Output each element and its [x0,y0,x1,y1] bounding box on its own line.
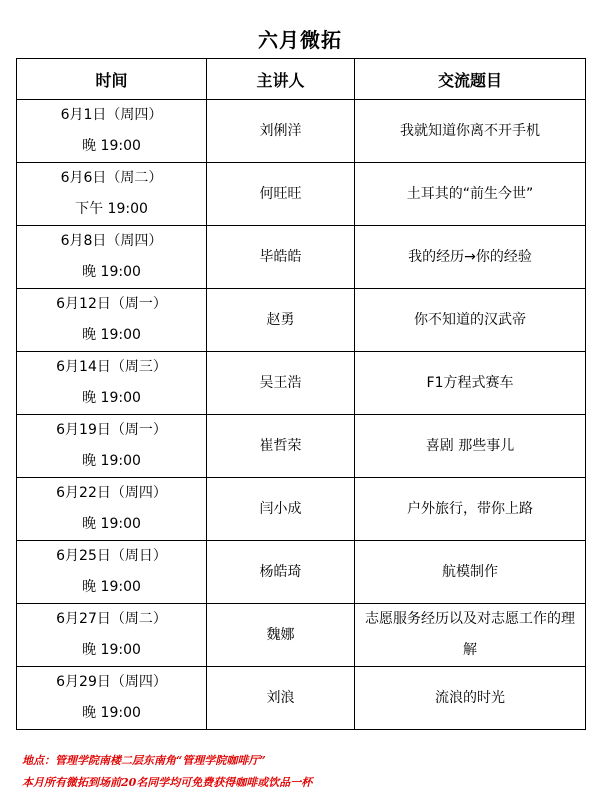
time-cell [17,352,207,415]
topic-cell: 航模制作 [355,541,586,604]
speaker-cell: 杨皓琦 [207,541,355,604]
time-text: 晚 19:00 [82,264,141,280]
topic-cell: 喜剧 那些事儿 [355,415,586,478]
speaker-cell: 魏娜 [207,604,355,667]
time-cell [17,163,207,226]
table-row [17,667,586,730]
time-cell [17,667,207,730]
time-text: 下午 19:00 [75,201,148,217]
table-header-row [17,59,586,100]
speaker-cell: 刘浪 [207,667,355,730]
date-text: 6月12日（周一） [56,296,167,312]
speaker-cell: 何旺旺 [207,163,355,226]
table-row [17,352,586,415]
table-row [17,541,586,604]
date-text: 6月8日（周四） [60,233,163,249]
date-text: 6月19日（周一） [56,422,167,438]
header-speaker: 主讲人 [207,59,355,100]
date-text: 6月1日（周四） [60,107,163,123]
table-row [17,604,586,667]
time-text: 晚 19:00 [82,516,141,532]
time-cell [17,415,207,478]
time-text: 晚 19:00 [82,453,141,469]
table-row [17,226,586,289]
table-row [17,415,586,478]
date-text: 6月27日（周二） [56,611,167,627]
topic-cell: 土耳其的“前生今世” [355,163,586,226]
table-row [17,478,586,541]
speaker-cell: 吴王浩 [207,352,355,415]
topic-cell: 志愿服务经历以及对志愿工作的理解 [355,604,586,667]
date-text: 6月14日（周三） [56,359,167,375]
time-text: 晚 19:00 [82,579,141,595]
topic-cell: 我就知道你离不开手机 [355,100,586,163]
date-text: 6月25日（周日） [56,548,167,564]
time-text: 晚 19:00 [82,705,141,721]
speaker-cell: 刘俐洋 [207,100,355,163]
date-text: 6月29日（周四） [56,674,167,690]
time-text: 晚 19:00 [82,138,141,154]
speaker-cell: 赵勇 [207,289,355,352]
header-time: 时间 [17,59,207,100]
topic-cell: 你不知道的汉武帝 [355,289,586,352]
time-text: 晚 19:00 [82,327,141,343]
date-text: 6月22日（周四） [56,485,167,501]
page-title: 六月微拓 [258,28,342,52]
time-text: 晚 19:00 [82,390,141,406]
time-cell [17,226,207,289]
topic-cell: F1方程式赛车 [355,352,586,415]
speaker-cell: 闫小成 [207,478,355,541]
time-cell [17,289,207,352]
time-cell [17,478,207,541]
time-cell [17,604,207,667]
table-row [17,100,586,163]
speaker-cell: 毕皓皓 [207,226,355,289]
time-cell [17,541,207,604]
schedule-table [16,58,586,730]
topic-cell: 我的经历→你的经验 [355,226,586,289]
topic-cell: 流浪的时光 [355,667,586,730]
table-row [17,289,586,352]
speaker-cell: 崔哲荣 [207,415,355,478]
time-cell [17,100,207,163]
offer-note: 本月所有微拓到场前20名同学均可免费获得咖啡或饮品一杯 [22,776,313,789]
date-text: 6月6日（周二） [60,170,163,186]
time-text: 晚 19:00 [82,642,141,658]
table-row [17,163,586,226]
header-topic: 交流题目 [355,59,586,100]
topic-cell: 户外旅行，带你上路 [355,478,586,541]
location-note: 地点：管理学院南楼二层东南角“管理学院咖啡厅” [22,754,266,767]
